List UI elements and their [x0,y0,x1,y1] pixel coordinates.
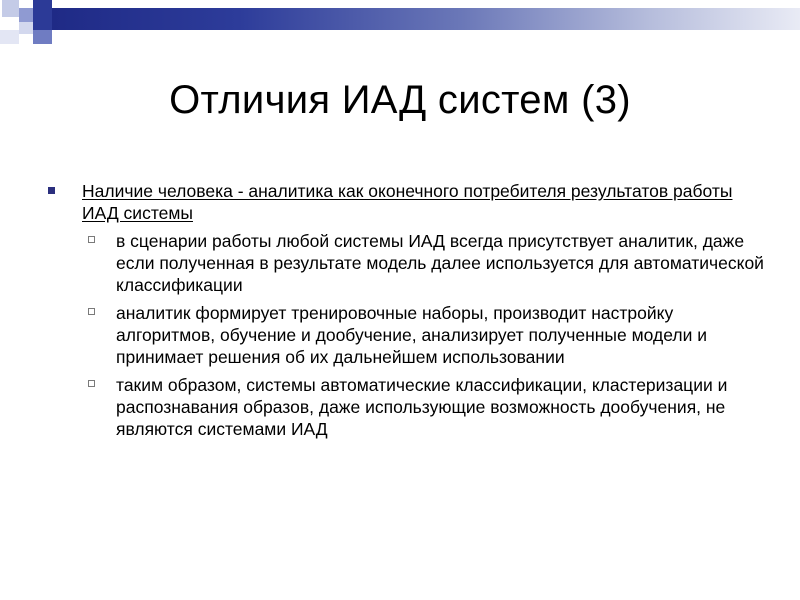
sub-bullet-item [36,374,766,440]
slide-title: Отличия ИАД систем (3) [169,78,631,122]
sub-bullet-text: аналитик формирует тренировочные наборы, производит настройку алгоритмов, обучение и дообучение, анализирует полученные модели и принимает решения об их дальнейшем использовании [116,303,707,367]
bullet-text: Наличие человека - аналитика как оконечного потребителя результатов работы ИАД системы [82,181,733,223]
square-bullet-icon [48,187,55,194]
decor-square [19,8,33,22]
hollow-square-bullet-icon [88,236,95,243]
decor-square [33,0,52,30]
decor-square [19,22,33,34]
sub-bullet-item [36,230,766,296]
sub-bullet-text: в сценарии работы любой системы ИАД всегда присутствует аналитик, даже если полученная в результате модель далее используется для автоматической классификации [116,231,764,295]
decor-square [33,30,52,44]
sub-bullet-text: таким образом, системы автоматические классификации, кластеризации и распознавания образов, даже использующие возможность дообучения, не являются системами ИАД [116,375,728,439]
slide-content [36,180,766,440]
hollow-square-bullet-icon [88,380,95,387]
sub-bullet-item [36,302,766,368]
bullet-item [36,180,766,224]
hollow-square-bullet-icon [88,308,95,315]
decor-square [2,0,19,17]
decor-square [0,30,19,44]
header-gradient-bar [52,8,800,30]
